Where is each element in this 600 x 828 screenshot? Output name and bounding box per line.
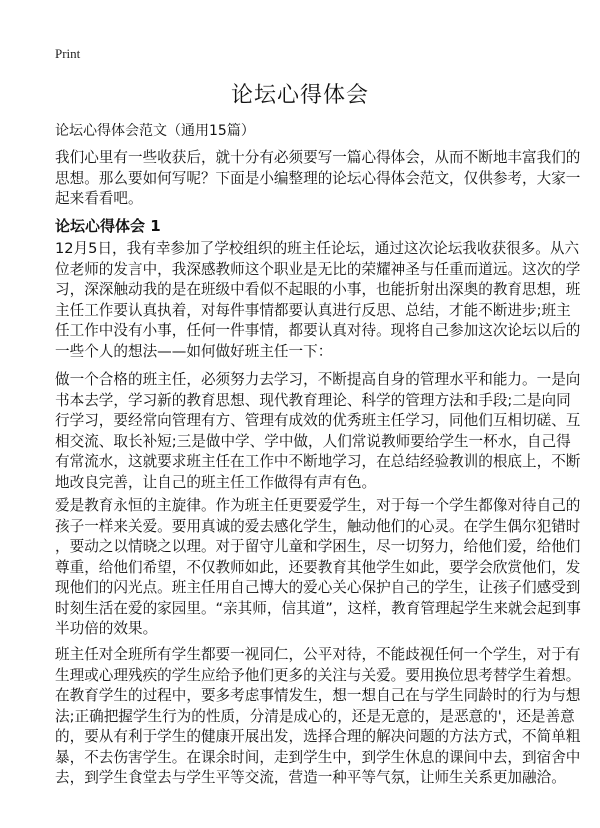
text-line: 地改良完善，让自己的班主任工作做得有声有色。: [55, 473, 377, 491]
paragraph-1: [55, 239, 581, 362]
text-line: 去，到学生食堂去与学生平等交流，营造一种平等气氛，让师生关系更加融洽。: [55, 769, 566, 786]
text-line: 一些个人的想法——如何做好班主任一下：: [55, 342, 333, 360]
text-line: 尊重，给他们希望，不仅教师如此，还要教育其他学生如此，要学会欣赏他们，发: [55, 558, 581, 576]
text-line: 相交流、取长补短;三是做中学、学中做，人们常说教师要给学生一杯水，自己得: [55, 432, 571, 450]
paragraph-2: [55, 370, 581, 493]
text-line: 任工作中没有小事，任何一件事情，都要认真对待。现将自己参加这次论坛以后的: [55, 322, 581, 339]
document-subtitle: 论坛心得体会范文（通用15篇）: [55, 123, 255, 139]
text-line: 暴，不去伤害学生。在课余时间，走到学生中，到学生休息的课间中去，到宿舍中: [55, 748, 581, 766]
section-heading: 论坛心得体会 1: [55, 217, 161, 235]
page-title: 论坛心得体会: [230, 83, 369, 108]
text-line: 班主任对全班所有学生都要一视同仁，公平对待，不能歧视任何一个学生，对于有: [55, 646, 581, 663]
text-line: 思想。那么要如何写呢？下面是小编整理的论坛心得体会范文，仅供参考，大家一: [55, 169, 581, 187]
text-line: 现他们的闪光点。班主任用自己博大的爱心关心保护自己的学生，让孩子们感受到: [55, 579, 581, 596]
text-line: 位老师的发言中，我深感教师这个职业是无比的荣耀神圣与任重而道远。这次的学: [55, 260, 581, 278]
intro-paragraph: [55, 148, 581, 210]
text-line: 起来看看吧。: [55, 190, 143, 207]
text-line: 有常流水，这就要求班主任在工作中不断地学习，在总结经验教训的根底上，不断: [55, 453, 581, 470]
text-line: 12月5日，我有幸参加了学校组织的班主任论坛，通过这次论坛我收获很多。从六: [55, 240, 580, 257]
text-line: 生理或心理残疾的学生应给予他们更多的关注与关爱。要用换位思考替学生着想。: [55, 666, 581, 684]
paragraph-4: [55, 645, 581, 789]
text-line: 行学习，要经常向管理有方、管理有成效的优秀班主任学习，同他们互相切磋、互: [55, 412, 581, 429]
text-line: ，要动之以情晓之以理。对于留守儿童和学困生，尽一切努力，给他们爱，给他们: [55, 538, 581, 555]
text-line: 在教育学生的过程中，要多考虑事情发生，想一想自己在与学生同龄时的行为与想: [55, 687, 581, 704]
text-line: 爱是教育永恒的主旋律。作为班主任更要爱学生，对于每一个学生都像对待自己的: [55, 497, 581, 514]
text-line: 做一个合格的班主任，必须努力去学习，不断提高自身的管理水平和能力。一是向: [55, 371, 581, 388]
text-line: 习，深深触动我的是在班级中看似不起眼的小事，也能折射出深奥的教育思想，班: [55, 281, 581, 298]
text-line: 时刻生活在爱的家园里。“亲其师，信其道”，这样，教育管理起学生来就会起到事: [55, 599, 581, 617]
text-line: 的，要从有利于学生的健康开展出发，选择合理的解决问题的方法方式，不简单粗: [55, 728, 581, 745]
text-line: 半功倍的效果。: [55, 620, 158, 637]
print-link[interactable]: Print: [55, 46, 81, 61]
text-line: 法;正确把握学生行为的性质，分清是成心的，还是无意的，是恶意的'，还是善意: [55, 707, 575, 725]
text-line: 主任工作要认真执着，对每件事情都要认真进行反思、总结，才能不断进步;班主: [55, 301, 571, 319]
paragraph-3: [55, 496, 581, 640]
text-line: 书本去学，学习新的教育思想、现代教育理论、科学的管理方法和手段;二是向同: [55, 391, 571, 409]
text-line: 我们心里有一些收获后，就十分有必须要写一篇心得体会，从而不断地丰富我们的: [55, 149, 581, 166]
text-line: 孩子一样来关爱。要用真诚的爱去感化学生，触动他们的心灵。在学生偶尔犯错时: [55, 517, 581, 535]
